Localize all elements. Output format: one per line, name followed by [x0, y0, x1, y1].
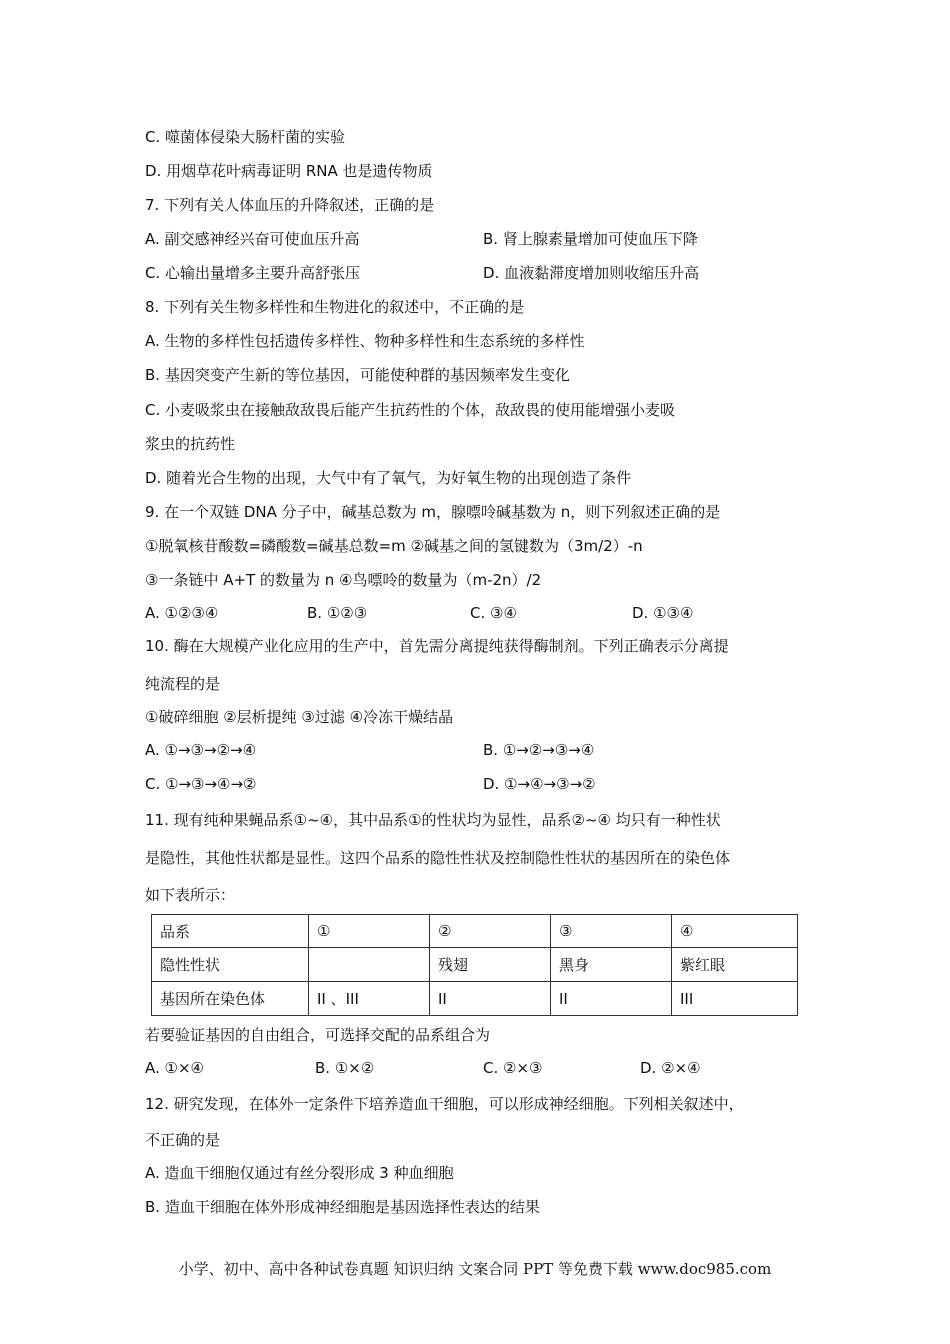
- q11-option-d: D. ②×④: [640, 1059, 701, 1077]
- table-cell: II 、III: [309, 982, 430, 1016]
- table-cell: 残翅: [430, 948, 551, 982]
- table-cell: ③: [551, 915, 672, 948]
- table-cell: 品系: [152, 915, 309, 948]
- q12-option-a: A. 造血干细胞仅通过有丝分裂形成 3 种血细胞: [145, 1164, 454, 1182]
- q7-option-b: B. 肾上腺素量增加可使血压下降: [483, 230, 698, 248]
- question-11-line3: 如下表所示：: [145, 886, 236, 904]
- q10-option-c: C. ①→③→④→②: [145, 775, 257, 793]
- option-c-phage: C. 噬菌体侵染大肠杆菌的实验: [145, 128, 346, 146]
- q10-steps: ①破碎细胞 ②层析提纯 ③过滤 ④冷冻干燥结晶: [145, 708, 454, 726]
- question-12-line1: 12. 研究发现，在体外一定条件下培养造血干细胞，可以形成神经细胞。下列相关叙述中，: [145, 1095, 744, 1113]
- question-10-line1: 10. 酶在大规模产业化应用的生产中，首先需分离提纯获得酶制剂。下列正确表示分离提: [145, 637, 729, 655]
- q10-option-d: D. ①→④→③→②: [483, 775, 596, 793]
- footer-banner: 小学、初中、高中各种试卷真题 知识归纳 文案合同 PPT 等免费下载 www.doc985.com: [178, 1260, 772, 1278]
- q9-option-c: C. ③④: [470, 604, 517, 622]
- option-d-tmv: D. 用烟草花叶病毒证明 RNA 也是遗传物质: [145, 162, 433, 180]
- table-cell: 基因所在染色体: [152, 982, 309, 1016]
- q8-option-b: B. 基因突变产生新的等位基因，可能使种群的基因频率发生变化: [145, 366, 570, 384]
- table-cell: II: [430, 982, 551, 1016]
- q9-option-b: B. ①②③: [307, 604, 368, 622]
- q10-option-b: B. ①→②→③→④: [483, 741, 595, 759]
- table-cell: 紫红眼: [672, 948, 798, 982]
- q8-option-d: D. 随着光合生物的出现，大气中有了氧气，为好氧生物的出现创造了条件: [145, 469, 632, 487]
- q9-statements-2: ③一条链中 A+T 的数量为 n ④鸟嘌呤的数量为（m-2n）/2: [145, 571, 542, 589]
- q10-option-a: A. ①→③→②→④: [145, 741, 257, 759]
- table-cell: ②: [430, 915, 551, 948]
- table-row: [152, 915, 798, 948]
- question-7: 7. 下列有关人体血压的升降叙述，正确的是: [145, 196, 435, 214]
- q11-prompt: 若要验证基因的自由组合，可选择交配的品系组合为: [145, 1026, 491, 1044]
- trait-table: [151, 914, 798, 1016]
- table-row: [152, 948, 798, 982]
- q8-option-c-line1: C. 小麦吸浆虫在接触敌敌畏后能产生抗药性的个体，敌敌畏的使用能增强小麦吸: [145, 401, 676, 419]
- table-cell: ①: [309, 915, 430, 948]
- table-cell: 黑身: [551, 948, 672, 982]
- question-8: 8. 下列有关生物多样性和生物进化的叙述中，不正确的是: [145, 298, 525, 316]
- question-12-line2: 不正确的是: [145, 1131, 221, 1149]
- question-11-line2: 是隐性，其他性状都是显性。这四个品系的隐性性状及控制隐性性状的基因所在的染色体: [145, 849, 731, 867]
- table-cell: [309, 948, 430, 982]
- q7-option-a: A. 副交感神经兴奋可使血压升高: [145, 230, 360, 248]
- table-cell: 隐性性状: [152, 948, 309, 982]
- table-cell: ④: [672, 915, 798, 948]
- q7-option-d: D. 血液黏滞度增加则收缩压升高: [483, 264, 700, 282]
- q9-statements-1: ①脱氧核苷酸数=磷酸数=碱基总数=m ②碱基之间的氢键数为（3m/2）-n: [145, 537, 643, 555]
- table-cell: III: [672, 982, 798, 1016]
- question-9: 9. 在一个双链 DNA 分子中，碱基总数为 m，腺嘌呤碱基数为 n，则下列叙述正确的是: [145, 503, 721, 521]
- q9-option-d: D. ①③④: [632, 604, 694, 622]
- q11-option-c: C. ②×③: [483, 1059, 543, 1077]
- q11-option-a: A. ①×④: [145, 1059, 204, 1077]
- question-10-line2: 纯流程的是: [145, 675, 221, 693]
- q9-option-a: A. ①②③④: [145, 604, 219, 622]
- q8-option-a: A. 生物的多样性包括遗传多样性、物种多样性和生态系统的多样性: [145, 332, 585, 350]
- q7-option-c: C. 心输出量增多主要升高舒张压: [145, 264, 361, 282]
- q8-option-c-line2: 浆虫的抗药性: [145, 435, 236, 453]
- q11-option-b: B. ①×②: [315, 1059, 375, 1077]
- q12-option-b: B. 造血干细胞在体外形成神经细胞是基因选择性表达的结果: [145, 1198, 540, 1216]
- table-cell: II: [551, 982, 672, 1016]
- question-11-line1: 11. 现有纯种果蝇品系①~④，其中品系①的性状均为显性，品系②~④ 均只有一种性状: [145, 811, 721, 829]
- table-row: [152, 982, 798, 1016]
